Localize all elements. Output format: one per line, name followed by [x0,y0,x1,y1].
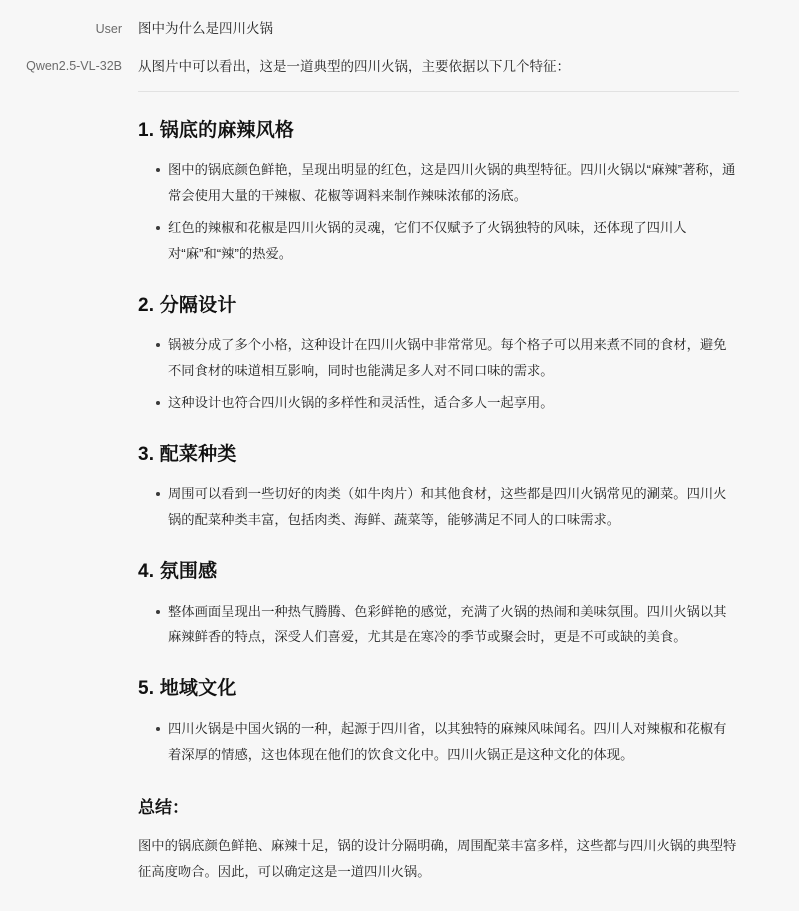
list-item: 锅被分成了多个小格，这种设计在四川火锅中非常常见。每个格子可以用来煮不同的食材，避免不同食材的味道相互影响，同时也能满足多人对不同口味的需求。 [156,332,739,384]
list-item: 四川火锅是中国火锅的一种，起源于四川省，以其独特的麻辣风味闻名。四川人对辣椒和花椒有着深厚的情感，这也体现在他们的饮食文化中。四川火锅正是这种文化的体现。 [156,716,739,768]
list-item: 整体画面呈现出一种热气腾腾、色彩鲜艳的感觉，充满了火锅的热闹和美味氛围。四川火锅以其麻辣鲜香的特点，深受人们喜爱，尤其是在寒冷的季节或聚会时，更是不可或缺的美食。 [156,599,739,651]
user-turn [20,18,739,41]
answer-section-4 [138,555,739,650]
section-bullet-list [138,157,739,267]
section-bullet-list [138,716,739,768]
user-role-label: User [95,22,122,36]
section-heading: 5. 地域文化 [138,678,237,700]
assistant-message-bubble [138,55,739,887]
summary-text: 图中的锅底颜色鲜艳、麻辣十足，锅的设计分隔明确，周围配菜丰富多样，这些都与四川火锅的典型特征高度吻合。因此，可以确定这是一道四川火锅。 [138,838,737,880]
answer-section-1 [138,114,739,267]
user-message-text: 图中为什么是四川火锅 [138,21,273,36]
summary-heading: 总结： [138,798,189,818]
section-bullet-list [138,599,739,651]
section-heading: 3. 配菜种类 [138,444,237,466]
list-item: 红色的辣椒和花椒是四川火锅的灵魂，它们不仅赋予了火锅独特的风味，还体现了四川人对“麻”和“辣”的热爱。 [156,215,739,267]
assistant-intro-text: 从图片中可以看出，这是一道典型的四川火锅，主要依据以下几个特征： [138,55,739,92]
assistant-turn [20,55,739,887]
list-item: 周围可以看到一些切好的肉类（如牛肉片）和其他食材，这些都是四川火锅常见的涮菜。四川火锅的配菜种类丰富，包括肉类、海鲜、蔬菜等，能够满足不同人的口味需求。 [156,481,739,533]
assistant-role-label: Qwen2.5-VL-32B [26,58,122,73]
answer-summary [138,793,739,885]
answer-section-2 [138,289,739,416]
section-heading: 4. 氛围感 [138,561,218,583]
section-heading: 2. 分隔设计 [138,295,237,317]
section-heading: 1. 锅底的麻辣风格 [138,120,295,142]
user-message-bubble [138,18,739,41]
list-item: 图中的锅底颜色鲜艳，呈现出明显的红色，这是四川火锅的典型特征。四川火锅以“麻辣”著称，通常会使用大量的干辣椒、花椒等调料来制作辣味浓郁的汤底。 [156,157,739,209]
list-item: 这种设计也符合四川火锅的多样性和灵活性，适合多人一起享用。 [156,390,739,416]
section-bullet-list [138,481,739,533]
section-bullet-list [138,332,739,416]
answer-section-3 [138,438,739,533]
answer-section-5 [138,672,739,767]
